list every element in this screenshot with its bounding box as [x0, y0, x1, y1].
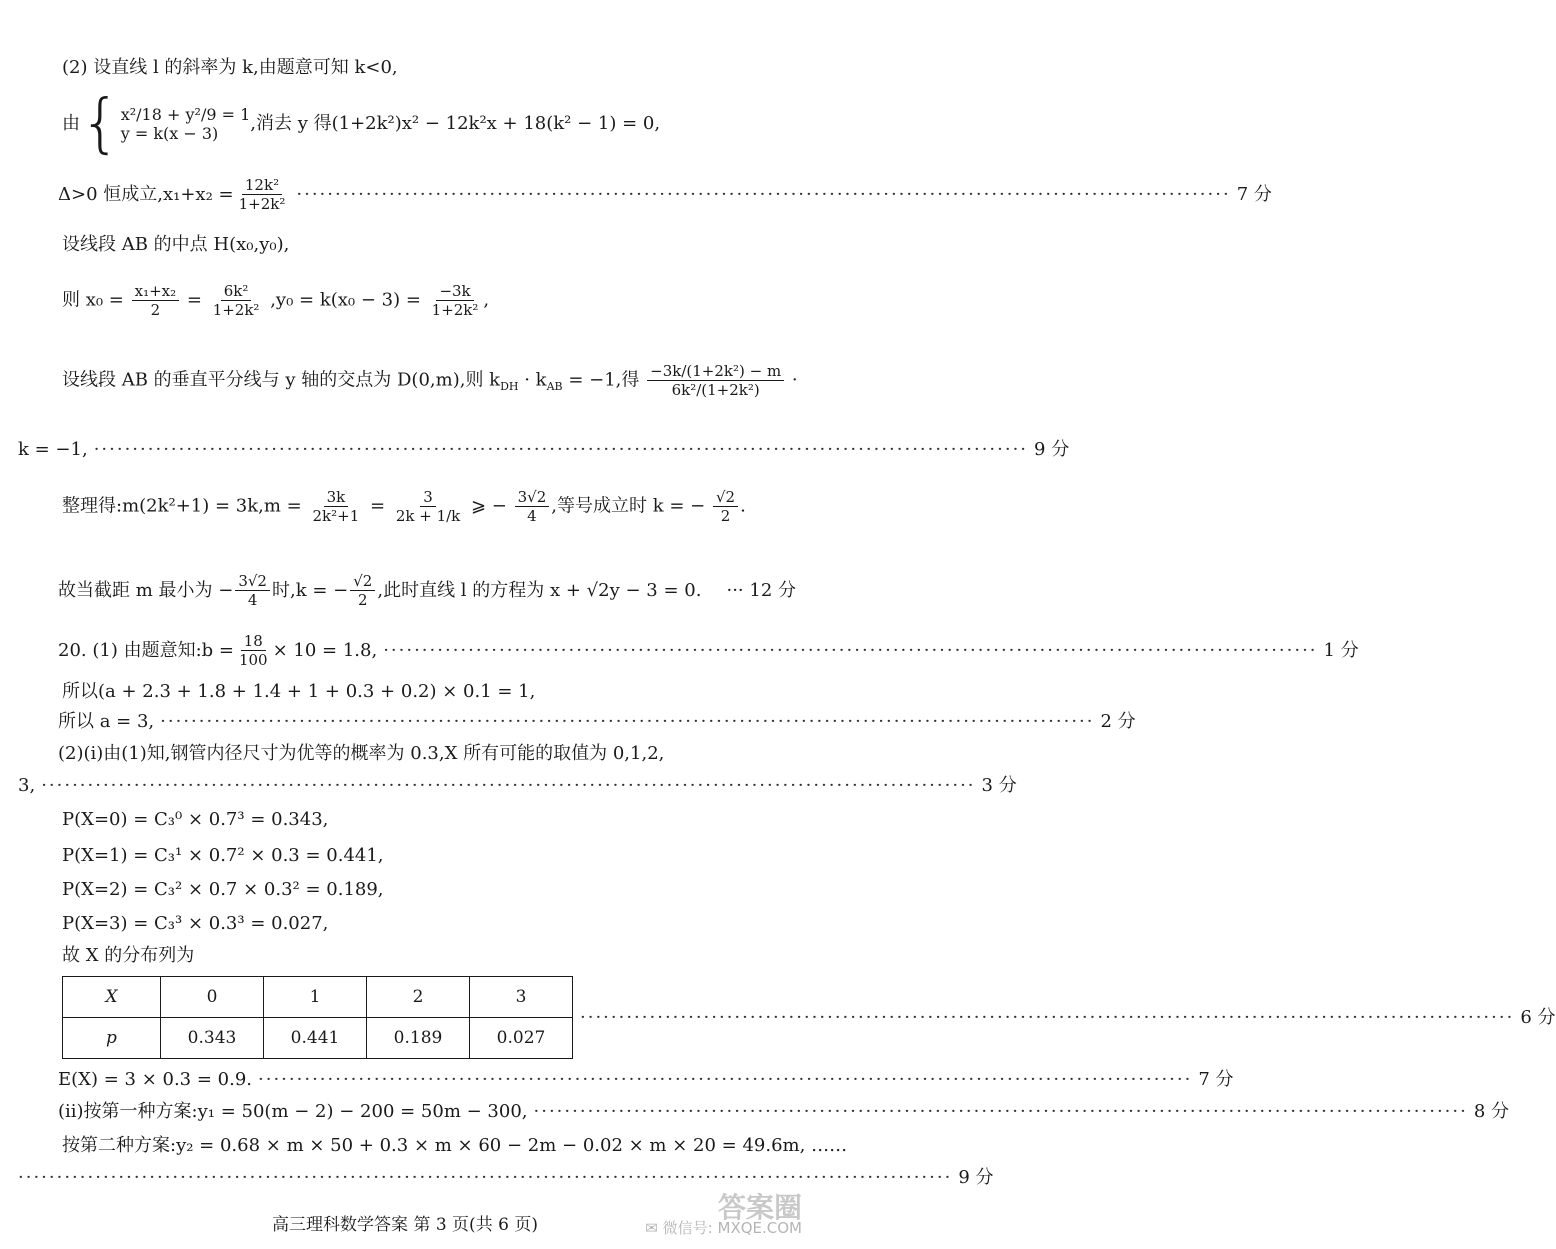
table-cell: X [63, 977, 161, 1018]
text-line-scored: 3, ····· 3 分 [18, 774, 796, 798]
fraction: $\frac{3}{2k + 1/k}$ [395, 488, 461, 525]
score-label: 2 分 [1100, 711, 1136, 732]
fraction: $\frac{3√2}{4}$ [515, 488, 550, 525]
watermark: 答案圈 ✉ 微信号: MXQE.COM [645, 1191, 802, 1237]
text-line: 所以(a + 2.3 + 1.8 + 1.4 + 1 + 0.3 + 0.2) × 0.1 = 1, [62, 681, 536, 702]
fraction: $\frac{\text{6k²}}{\text{1+2k²}}$ [212, 282, 260, 319]
equation-system: 由{ x²/18 + y²/9 = 1 y = k(x − 3) ,消去 y 得(1+2k²)x² − 12k²x + 18(k² − 1) = 0, [62, 87, 661, 161]
text-line-scored [580, 1006, 1556, 1030]
text-line: 设线段 AB 的中点 H(x₀,y₀), [62, 234, 290, 255]
probability-line: P(X=3) = C₃³ × 0.3³ = 0.027, [62, 913, 329, 934]
leader-dots [18, 1166, 952, 1190]
fraction: $\frac{3k}{\text{2k²+1}}$ [312, 488, 360, 525]
text-line-scored: k = −1, ····· 9 分 [18, 438, 796, 462]
score-label: 6 分 [1520, 1007, 1556, 1028]
text-line-scored [18, 1166, 994, 1190]
text-line: 按第二种方案:y₂ = 0.68 × m × 50 + 0.3 × m × 60 − 2m − 0.02 × m × 20 = 49.6m, …… [62, 1135, 848, 1156]
watermark-title: 答案圈 [717, 1191, 802, 1224]
leader-dots [534, 1100, 1468, 1124]
text-line: (2) 设直线 l 的斜率为 k,由题意可知 k<0, [62, 57, 398, 78]
fraction: $\frac{√2}{2}$ [350, 572, 375, 609]
score-label: 9 分 [1034, 439, 1070, 460]
text-line: 则 x₀ = $\frac{\text{x₁+x₂}}{2}$ = $\frac{\text{6k²}}{\text{1+2k²}}$ ,y₀ = k(x₀ − 3) = $\frac{-3k}{\text{1+2k²}}$ , [62, 282, 490, 319]
leader-dots [258, 1068, 1192, 1092]
text-line-scored: 所以 a = 3, ····· 2 分 [58, 710, 796, 734]
page-footer: 高三理科数学答案 第 3 页(共 6 页) [272, 1215, 538, 1235]
text-line-scored: 故当截距 m 最小为 − $\frac{3√2}{4}$ 时,k = − $\frac{√2}{2}$ ,此时直线 l 的方程为 x + √2y − 3 = 0. ··· 12 分 [58, 572, 796, 609]
text-line-scored: (ⅱ)按第一种方案:y₁ = 50(m − 2) − 200 = 50m − 300, ····· 8 分 [58, 1100, 796, 1124]
leader-dots [580, 1006, 1514, 1030]
table-row [63, 977, 573, 1018]
text-line-scored: 20. (1) 由题意知:b = $\frac{18}{100}$ × 10 = 1.8, ····· 1 分 [58, 632, 796, 669]
score-label: 9 分 [958, 1167, 994, 1188]
table-cell: 0 [161, 977, 264, 1018]
score-label: 3 分 [981, 775, 1017, 796]
table-cell: 1 [264, 977, 367, 1018]
leader-dots [383, 639, 1317, 663]
brace-symbol: { [80, 87, 121, 161]
leader-dots [160, 710, 1094, 734]
fraction: $\frac{\text{12k²}}{\text{1+2k²}}$ [238, 176, 286, 213]
table-cell: p [63, 1018, 161, 1059]
score-label: 7 分 [1236, 183, 1272, 205]
fraction: $\frac{\text{x₁+x₂}}{2}$ [132, 282, 180, 319]
leader-dots [94, 438, 1028, 462]
text-line: 故 X 的分布列为 [62, 945, 195, 966]
table-cell: 3 [470, 977, 573, 1018]
text-line-scored: E(X) = 3 × 0.3 = 0.9. ····· 7 分 [58, 1068, 796, 1092]
wechat-icon: ✉ [645, 1219, 658, 1237]
leader-dots [296, 183, 1230, 207]
text-line: (2)(ⅰ)由(1)知,钢管内径尺寸为优等的概率为 0.3,X 所有可能的取值为 0,1,2, [58, 743, 665, 764]
fraction: $\frac{√2}{2}$ [713, 488, 738, 525]
score-label: 1 分 [1323, 639, 1359, 661]
complex-fraction: $\frac{\text{−3k/(1+2k²) − m}}{\text{6k²/(1+2k²)}}$ [647, 362, 784, 399]
fraction: $\frac{-3k}{\text{1+2k²}}$ [431, 282, 479, 319]
distribution-table [62, 976, 573, 1059]
table-cell: 0.343 [161, 1018, 264, 1059]
table-row [63, 1018, 573, 1059]
leader-dots [41, 774, 975, 798]
probability-line: P(X=2) = C₃² × 0.7 × 0.3² = 0.189, [62, 879, 384, 900]
fraction: $\frac{3√2}{4}$ [235, 572, 270, 609]
probability-line: P(X=0) = C₃⁰ × 0.7³ = 0.343, [62, 809, 329, 830]
text-line-scored: Δ>0 恒成立,x₁+x₂ = $\frac{\text{12k²}}{\text{1+2k²}}$ ····· 7 分 [58, 176, 796, 213]
probability-line: P(X=1) = C₃¹ × 0.7² × 0.3 = 0.441, [62, 845, 384, 866]
text-line: 设线段 AB 的垂直平分线与 y 轴的交点为 D(0,m),则 $k_{DH} \cdot k_{AB} = -1$,得 $\frac{\text{−3k/(1+2k²) − m}}{\text{6k²/(1+2k²)}}$ · [62, 362, 798, 399]
table-cell: 0.027 [470, 1018, 573, 1059]
score-label: 8 分 [1473, 1101, 1510, 1122]
table-cell: 2 [367, 977, 470, 1018]
score-label: ··· 12 分 [726, 579, 796, 601]
table-cell: 0.441 [264, 1018, 367, 1059]
fraction: $\frac{18}{100}$ [238, 632, 268, 669]
table-cell: 0.189 [367, 1018, 470, 1059]
text-line: 整理得:m(2k²+1) = 3k,m = $\frac{3k}{\text{2k²+1}}$ = $\frac{3}{2k + 1/k}$ ⩾ − $\frac{3√2}{4}$ ,等号成立时 k = − $\frac{√2}{2}$ . [62, 488, 746, 525]
score-label: 7 分 [1198, 1069, 1234, 1090]
